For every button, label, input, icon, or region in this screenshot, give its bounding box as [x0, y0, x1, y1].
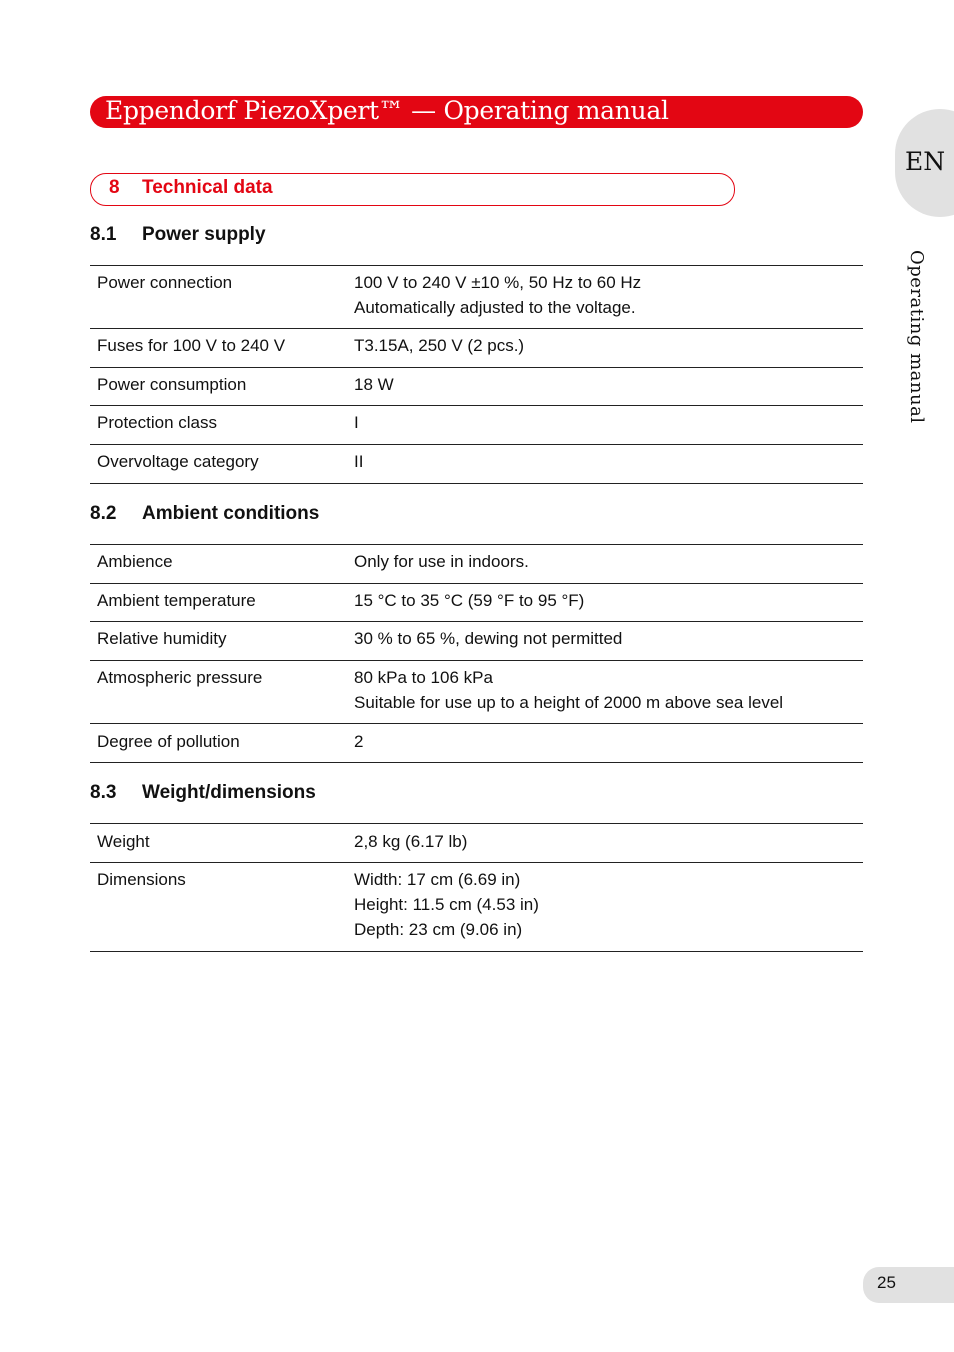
table-rule [90, 723, 863, 724]
table-rule [90, 444, 863, 445]
table-rule [90, 762, 863, 763]
row-value: 15 °C to 35 °C (59 °F to 95 °F) [354, 591, 585, 610]
row-label: Protection class [97, 413, 217, 432]
row-label: Ambience [97, 552, 173, 571]
row-label: Fuses for 100 V to 240 V [97, 336, 286, 355]
row-value: II [354, 452, 364, 471]
language-label: EN [905, 147, 946, 176]
section-title: Weight/dimensions [142, 782, 316, 803]
chapter-number: 8 [109, 177, 120, 198]
row-label: Power consumption [97, 375, 247, 394]
row-label: Degree of pollution [97, 732, 240, 751]
chapter-title: Technical data [142, 177, 273, 198]
header-title: Eppendorf PiezoXpert™ — Operating manual [105, 96, 669, 125]
table-rule [90, 405, 863, 406]
row-value: Width: 17 cm (6.69 in) [354, 870, 521, 889]
table-rule [90, 660, 863, 661]
row-value: Only for use in indoors. [354, 552, 529, 571]
row-value: 30 % to 65 %, dewing not permitted [354, 629, 623, 648]
language-tab [895, 109, 954, 217]
table-rule [90, 583, 863, 584]
row-value: 18 W [354, 375, 394, 394]
row-value: 2,8 kg (6.17 lb) [354, 832, 468, 851]
row-label: Dimensions [97, 870, 186, 889]
row-label: Weight [97, 832, 150, 851]
section-title: Power supply [142, 224, 266, 245]
row-label: Overvoltage category [97, 452, 259, 471]
section-number: 8.3 [90, 782, 117, 803]
row-value: 100 V to 240 V ±10 %, 50 Hz to 60 Hz [354, 273, 642, 292]
table-rule [90, 265, 863, 266]
table-rule [90, 328, 863, 329]
chapter-heading [90, 173, 735, 206]
section-number: 8.1 [90, 224, 117, 245]
row-value: Depth: 23 cm (9.06 in) [354, 920, 523, 939]
table-rule [90, 483, 863, 484]
section-title: Ambient conditions [142, 503, 320, 524]
row-value: 80 kPa to 106 kPa [354, 668, 493, 687]
table-rule [90, 367, 863, 368]
page-number-tab [863, 1267, 954, 1303]
table-rule [90, 862, 863, 863]
header-banner [90, 96, 863, 128]
row-value: Height: 11.5 cm (4.53 in) [354, 895, 539, 914]
section-heading [90, 782, 316, 804]
row-label: Power connection [97, 273, 233, 292]
row-value: 2 [354, 732, 364, 751]
section-heading [90, 503, 319, 525]
table-rule [90, 621, 863, 622]
row-value: I [354, 413, 359, 432]
table-rule [90, 823, 863, 824]
section-heading [90, 224, 266, 246]
row-value: Suitable for use up to a height of 2000 m above sea level [354, 693, 784, 712]
row-value: T3.15A, 250 V (2 pcs.) [354, 336, 525, 355]
row-label: Atmospheric pressure [97, 668, 263, 687]
row-label: Ambient temperature [97, 591, 256, 610]
row-value: Automatically adjusted to the voltage. [354, 298, 636, 317]
page-number: 25 [877, 1273, 896, 1292]
table-rule [90, 951, 863, 952]
table-rule [90, 544, 863, 545]
side-section-label: Operating manual [906, 250, 927, 424]
row-label: Relative humidity [97, 629, 227, 648]
section-number: 8.2 [90, 503, 117, 524]
